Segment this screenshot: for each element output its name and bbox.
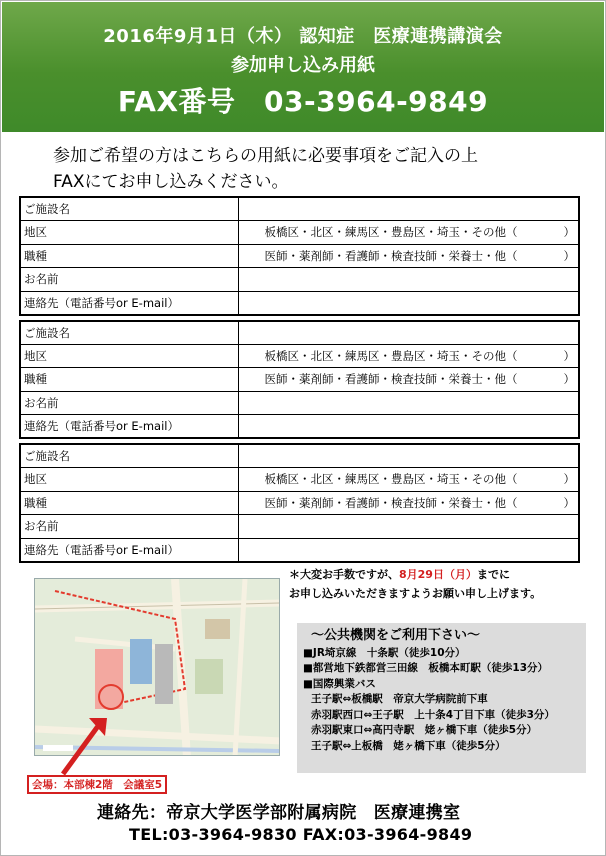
label-facility: ご施設名 (20, 197, 238, 221)
label-area: 地区 (20, 344, 238, 368)
contact-department: 連絡先：帝京大学医学部附属病院 医療連携室 (97, 803, 461, 823)
fax-number-heading: FAX番号 03-3964-9849 (117, 85, 489, 118)
label-contact: 連絡先（電話番号or E-mail） (20, 415, 238, 439)
form-row-name (20, 268, 579, 292)
label-occupation: 職種 (20, 368, 238, 392)
bus-route: 王子駅⇔板橋駅 帝京大学病院前下車 (311, 693, 488, 705)
contact-field[interactable] (238, 291, 579, 315)
deadline-suffix: までに (476, 568, 510, 581)
venue-arrow-icon (53, 716, 113, 778)
label-contact: 連絡先（電話番号or E-mail） (20, 538, 238, 562)
bus-route: 赤羽駅西口⇔王子駅 上十条4丁目下車（徒歩3分） (311, 708, 555, 721)
contact-phone-fax: TEL:03-3964-9830 FAX:03-3964-9849 (129, 825, 473, 844)
name-field[interactable] (238, 268, 579, 292)
form-row-name (20, 515, 579, 539)
registration-forms (19, 196, 580, 567)
intro-line-2: FAXにてお申し込みください。 (53, 172, 289, 192)
label-facility: ご施設名 (20, 321, 238, 345)
label-name: お名前 (20, 391, 238, 415)
registration-form-1 (19, 196, 580, 316)
contact-field[interactable] (238, 415, 579, 439)
form-row-facility (20, 197, 579, 221)
form-row-contact (20, 415, 579, 439)
form-row-contact (20, 291, 579, 315)
deadline-prefix: ＊大変お手数ですが、 (289, 568, 399, 581)
venue-label: 会場：本部棟2階 会議室5 (27, 775, 167, 794)
area-options[interactable]: 板橋区・北区・練馬区・豊島区・埼玉・その他（ ） (238, 221, 579, 245)
facility-field[interactable] (238, 321, 579, 345)
form-row-facility (20, 321, 579, 345)
form-row-occupation (20, 244, 579, 268)
occupation-options[interactable]: 医師・薬剤師・看護師・検査技師・栄養士・他（ ） (238, 368, 579, 392)
label-contact: 連絡先（電話番号or E-mail） (20, 291, 238, 315)
facility-field[interactable] (238, 444, 579, 468)
bus-route: 王子駅⇔上板橋 姥ヶ橋下車（徒歩5分） (311, 739, 506, 752)
label-facility: ご施設名 (20, 444, 238, 468)
bus-route: 赤羽駅東口⇔高円寺駅 姥ヶ橋下車（徒歩5分） (311, 724, 538, 736)
intro-text (53, 143, 573, 195)
label-area: 地区 (20, 468, 238, 492)
contact-field[interactable] (238, 538, 579, 562)
area-options[interactable]: 板橋区・北区・練馬区・豊島区・埼玉・その他（ ） (238, 468, 579, 492)
transit-heading: ～公共機関をご利用下さい～ (311, 628, 481, 643)
form-row-area (20, 344, 579, 368)
transit-item: ■JR埼京線 十条駅（徒歩10分） (303, 646, 466, 659)
label-occupation: 職種 (20, 244, 238, 268)
label-occupation: 職種 (20, 491, 238, 515)
area-options[interactable]: 板橋区・北区・練馬区・豊島区・埼玉・その他（ ） (238, 344, 579, 368)
occupation-options[interactable]: 医師・薬剤師・看護師・検査技師・栄養士・他（ ） (238, 244, 579, 268)
name-field[interactable] (238, 391, 579, 415)
label-name: お名前 (20, 515, 238, 539)
deadline-line-2: お申し込みいただきますようお願い申し上げます。 (289, 587, 542, 600)
transit-item: ■国際興業バス (303, 677, 376, 690)
form-row-name (20, 391, 579, 415)
form-row-contact (20, 538, 579, 562)
event-title: 2016年9月1日（木） 認知症 医療連携講演会 (103, 26, 503, 47)
occupation-options[interactable]: 医師・薬剤師・看護師・検査技師・栄養士・他（ ） (238, 491, 579, 515)
form-title: 参加申し込み用紙 (231, 55, 375, 76)
label-area: 地区 (20, 221, 238, 245)
form-row-area (20, 468, 579, 492)
deadline-date: 8月29日（月） (399, 568, 477, 581)
header-banner (2, 2, 604, 132)
form-row-occupation (20, 491, 579, 515)
intro-line-1: 参加ご希望の方はこちらの用紙に必要事項をご記入の上 (53, 146, 478, 166)
transit-info (297, 623, 586, 773)
label-name: お名前 (20, 268, 238, 292)
deadline-note (289, 565, 589, 603)
transit-item: ■都営地下鉄都営三田線 板橋本町駅（徒歩13分） (303, 662, 549, 674)
form-row-facility (20, 444, 579, 468)
registration-form-2 (19, 320, 580, 440)
facility-field[interactable] (238, 197, 579, 221)
deadline-line-1 (289, 565, 589, 584)
name-field[interactable] (238, 515, 579, 539)
registration-form-3 (19, 443, 580, 563)
form-row-area (20, 221, 579, 245)
form-row-occupation (20, 368, 579, 392)
